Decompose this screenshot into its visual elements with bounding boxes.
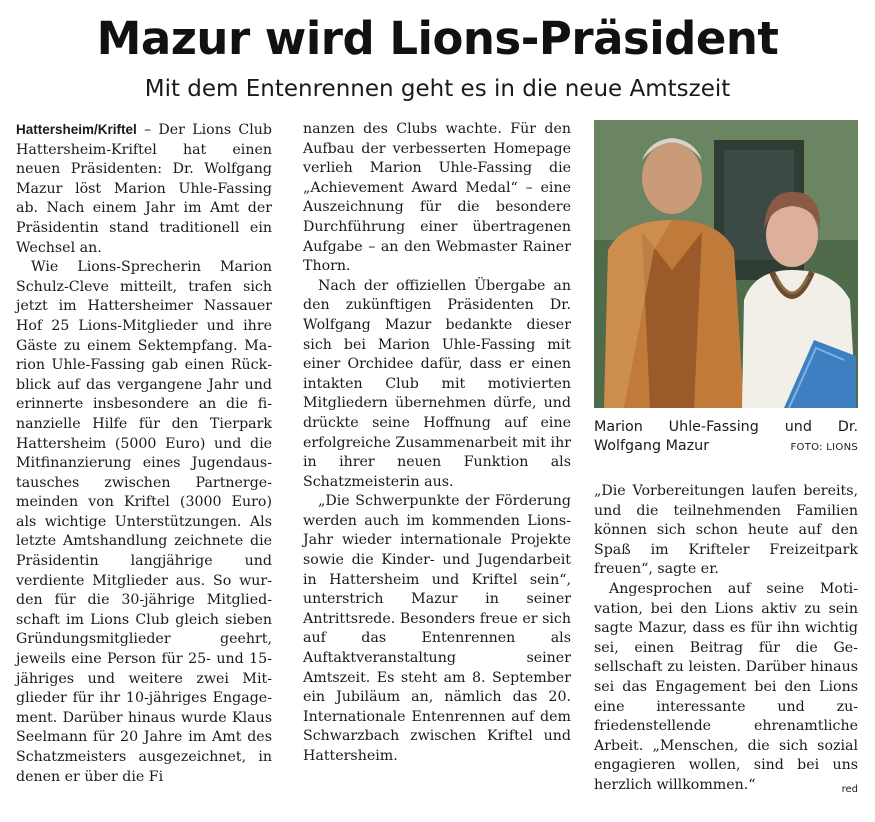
photo-caption — [594, 418, 858, 457]
author-signature: red — [841, 783, 858, 795]
article-column-3 — [594, 482, 858, 800]
paragraph-4: „Die Schwerpunkte der Förderung werden auch im kommenden Lions-Jahr wieder internationale Projekte sowie die Kinder- und Jugendarbeit in Hattersheim und Kriftel sein“, unterstrich Mazur in seiner Antrittsrede. Besonders freue er sich auf das Entenrennen als Auftaktveranstaltung seiner Amtszeit. Es steht am 8. September ein Jubiläum an, nämlich das 20. Internationale Entenrennen auf dem Schwarzbach zwischen Kriftel und Hattersheim. — [303, 493, 571, 764]
article-photo — [594, 120, 858, 408]
caption-line-2: Wolfgang Mazur — [594, 438, 710, 454]
paragraph-2-part-b: nanzen des Clubs wachte. Für den Aufbau der verbesserten Homepage verlieh Marion Uhle-Fassing die „Achievement Award Medal“ – eine Auszeichnung für die besondere Durchführung einer übertragenen Aufgabe – an den Webmaster Rainer Thorn. — [303, 121, 571, 275]
headline: Mazur wird Lions-Präsident — [96, 12, 779, 65]
dateline: Hattersheim/Kriftel — [16, 122, 137, 137]
paragraph-1 — [16, 120, 272, 258]
paragraph-6-text: Angesprochen auf seine Motivation, bei den Lions aktiv zu sein sagte Mazur, dass es für ihn wichtig sei, einen Beitrag für die Gesellschaft zu leisten. Darüber hinaus sei das Engagement bei den Lions eine interessante und zufriedenstellende ehrenamtliche Arbeit. „Menschen, die sich sozial engagieren wollen, sind bei uns herzlich willkommen.“ — [594, 580, 858, 793]
paragraph-3: Nach der offiziellen Übergabe an den zukünftigen Präsidenten Dr. Wolfgang Mazur bedankte dieser sich bei Marion Uhle-Fassing mit einer Orchidee dafür, dass er einen intakten Club mit motivierten Mitgliedern übernehmen dürfe, und drückte seine Hoffnung auf eine erfolgreiche Zusammenarbeit mit ihr in ihrer neuen Funktion als Schatzmeisterin aus. — [303, 277, 571, 490]
caption-line-2-row — [594, 437, 858, 457]
article-column-2 — [303, 120, 571, 767]
article-column-1 — [16, 120, 272, 787]
paragraph-5: „Die Vorbereitungen laufen bereits, und die teilnehmenden Familien können sich schon heute auf den Spaß im Krifteler Freizeitpark freuen“, sagte er. — [594, 483, 858, 578]
paragraph-6 — [594, 580, 858, 796]
photo-illustration — [594, 120, 858, 408]
photo-credit: FOTO: LIONS — [790, 442, 858, 453]
caption-line-1: Marion Uhle-Fassing und Dr. — [594, 419, 858, 435]
subheadline: Mit dem Entenrennen geht es in die neue Amtszeit — [144, 76, 731, 102]
paragraph-1-text: – Der Lions Club Hattersheim-Kriftel hat einen neuen Präsidenten: Dr. Wolfgang Mazur löst Marion Uhle-Fassing ab. Nach einem Jahr im Amt der Präsidentin stand traditionell ein Wechsel an. — [16, 122, 272, 256]
paragraph-2-part-a: Wie Lions-Sprecherin Marion Schulz-Cleve mitteilt, trafen sich jetzt im Hattersheimer Nassauer Hof 25 Lions-Mitglieder und ihre Gäste zu einem Sektempfang. Marion Uhle-Fassing gab einen Rückblick auf das vergangene Jahr und erinnerte insbesondere an die finanzielle Hilfe für den Tierpark Hattersheim (5000 Euro) und die Mitfinanzierung eines Jugendaustausches zwischen Partnergemeinden von Kriftel (3000 Euro) als wichtige Unterstützungen. Als letzte Amtshandlung zeichnete die Präsidentin langjährige und verdiente Mitglieder aus. So wurden für die 30-jährige Mitgliedschaft im Lions Club gleich sieben Gründungsmitglieder geehrt, jeweils eine Person für 25- und 15-jähriges und weitere zwei Mitglieder für ihr 10-jähriges Engagement. Darüber hinaus wurde Klaus Seelmann für 20 Jahre im Amt des Schatzmeisters ausgezeichnet, in denen er über die Fi — [16, 259, 272, 785]
